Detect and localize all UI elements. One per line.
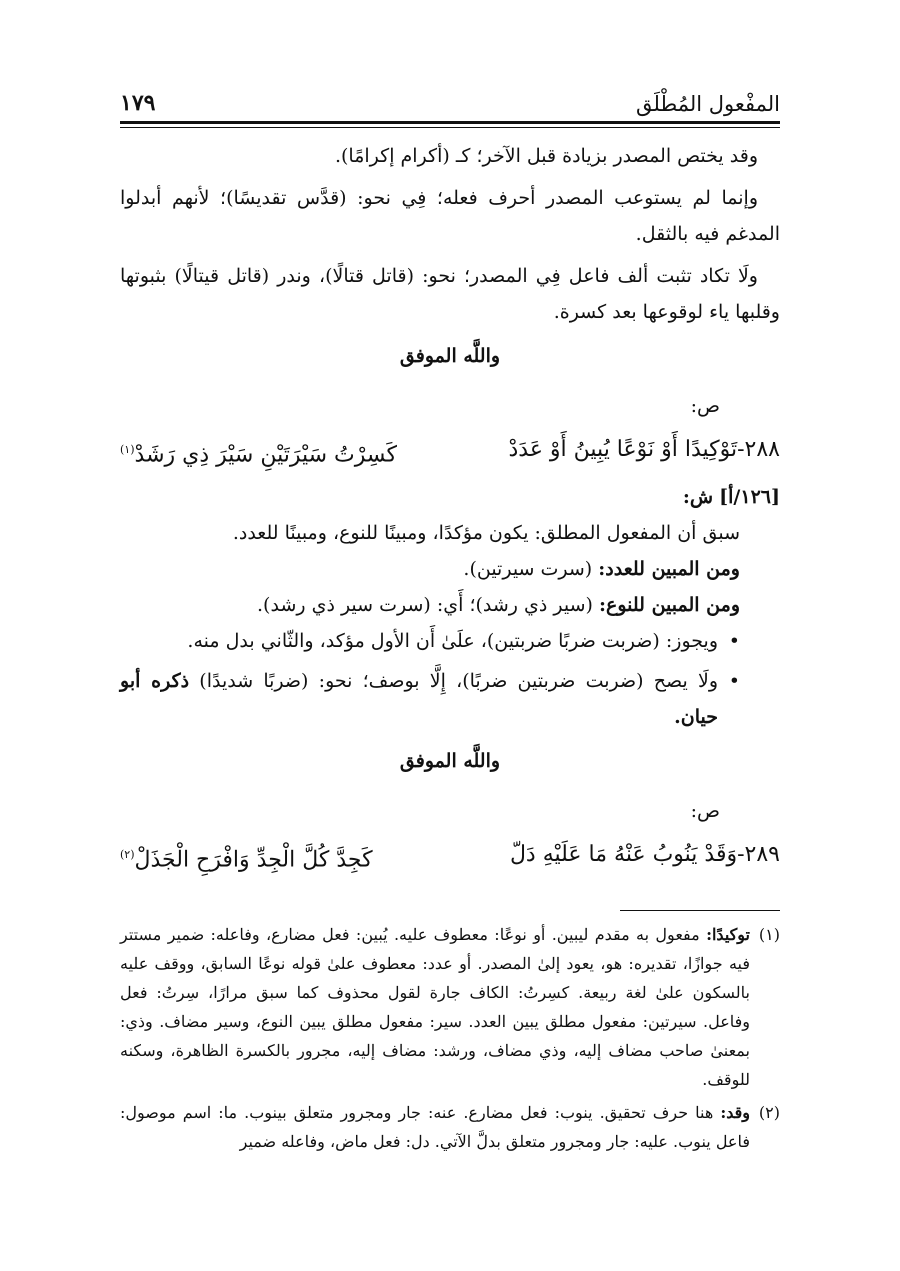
verse-288-second-half: كَسِرْتُ سَيْرَتَيْنِ سَيْرَ ذِي رَشَدْ$^{(١)}$ — [120, 442, 397, 468]
footnote-number-2: (٢) — [758, 1103, 780, 1122]
sharh-label — [120, 479, 780, 515]
paragraph-1: وقد يختص المصدر بزيادة قبل الآخر؛ كـ (أكرام إكرامًا). — [334, 145, 758, 167]
explanation-number: ومن المبين للعدد: (سرت سيرتين). — [463, 558, 740, 581]
closing-formula-2: واللَّه الموفق — [399, 750, 501, 773]
explanation-line-1: سبق أن المفعول المطلق: يكون مؤكدًا، ومبينًا للنوع، ومبينًا للعدد. — [232, 522, 740, 545]
paragraph-2: وإنما لم يستوعب المصدر أحرف فعله؛ فِي نحو: (قدَّس تقديسًا)؛ لأنهم أبدلوا المدغم فيه بالثقل. — [120, 187, 780, 245]
label-sad-2: ص: — [690, 800, 720, 823]
sharh-marker: ش: — [682, 486, 714, 509]
explanation-kind: ومن المبين للنوع: (سير ذي رشد)؛ أَي: (سرت سير ذي رشد). — [257, 594, 740, 617]
manuscript-ref: [١٢٦/أ] — [719, 486, 780, 509]
header-rule-thin — [120, 127, 780, 128]
running-title: المفْعول المُطْلَق — [636, 92, 780, 116]
footnote-number-1: (١) — [758, 925, 780, 944]
bullet-item-2: • ولَا يصح (ضربت ضربتين ضربًا)، إِلَّا بوصف؛ نحو: (ضربًا شديدًا) ذكره أبو حيان. — [120, 663, 740, 735]
footnote-separator — [620, 910, 780, 911]
verse-289-first-half: ٢٨٩-وَقَدْ يَنُوبُ عَنْهُ مَا عَلَيْهِ دَلّ — [509, 842, 780, 868]
footnotes — [120, 920, 780, 1160]
footnote-mark-1[interactable]: (١) — [120, 443, 135, 456]
label-sad-1: ص: — [690, 395, 720, 417]
footnote-mark-2[interactable]: (٢) — [120, 848, 135, 862]
paragraph-3: ولَا تكاد تثبت ألف فاعل فِي المصدر؛ نحو: (قاتل قتالًا)، وندر (قاتل قيتالًا) بثبوتها وقلبها ياء لوقوعها بعد كسرة. — [120, 265, 780, 323]
footnote-1: (١) توكيدًا: مفعول به مقدم ليبين. أو نوعًا: معطوف عليه. يُبين: فعل مضارع، وفاعله: ضمير مستتر فيه جوازًا، تقديره: هو، يعود إلىٰ المصدر. أو عدد: معطوف علىٰ قوله نوعًا السابق، ووقف عليه بالسكون علىٰ لغة ربيعة. كسِرتُ: الكاف جارة لقول محذوف كما سبق مرارًا، سِرتُ: فعل وفاعل. سيرتين: مفعول مطلق يبين العدد. سير: مفعول مطلق يبين النوع، وسير مضاف. وذي: بمعنىٰ صاحب مضاف إليه، وذي مضاف، ورشد: مضاف إليه، مجرور بالكسرة الظاهرة، وسكنه للوقف. — [120, 920, 780, 1094]
bullet-list — [120, 623, 780, 735]
verse-289 — [120, 833, 780, 882]
closing-formula-1: واللَّه الموفق — [399, 345, 501, 367]
bullet-item-1: • ويجوز: (ضربت ضربًا ضربتين)، علَىٰ أَن الأول مؤكد، والثّاني بدل منه. — [120, 623, 740, 659]
verse-289-second-half: كَجِدَّ كُلَّ الْجِدِّ وَافْرَحِ الْجَذَلْ$^{(٢)}$ — [120, 847, 373, 873]
footnote-2: (٢) وقد: هنا حرف تحقيق. ينوب: فعل مضارع. عنه: جار ومجرور متعلق بينوب. ما: اسم موصول: فاعل ينوب. عليه: جار ومجرور متعلق بدلَّ الآتي. دل: فعل ماض، وفاعله ضمير — [120, 1098, 780, 1156]
header-rule-thick — [120, 121, 780, 124]
verse-288-first-half: ٢٨٨-تَوْكِيدًا أَوْ نَوْعًا يُبِينُ أَوْ عَدَدْ — [508, 437, 780, 462]
page-number: ١٧٩ — [120, 90, 156, 116]
verse-288 — [120, 428, 780, 477]
page-header — [120, 80, 780, 116]
main-text — [120, 138, 780, 885]
